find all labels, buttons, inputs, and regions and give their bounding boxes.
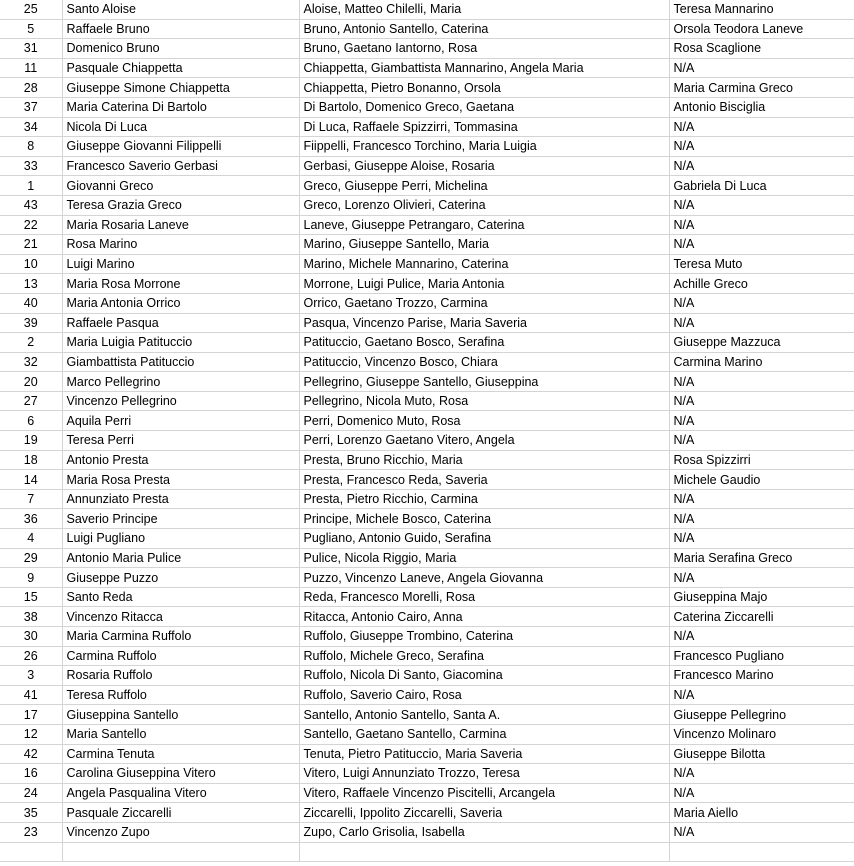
parents-cell[interactable]: Pellegrino, Giuseppe Santello, Giuseppina: [299, 372, 669, 392]
spouse-cell[interactable]: N/A: [669, 372, 854, 392]
parents-cell[interactable]: Ruffolo, Saverio Cairo, Rosa: [299, 685, 669, 705]
id-cell[interactable]: 3: [0, 666, 62, 686]
parents-cell[interactable]: Ruffolo, Michele Greco, Serafina: [299, 646, 669, 666]
parents-cell[interactable]: Chiappetta, Pietro Bonanno, Orsola: [299, 78, 669, 98]
parents-cell[interactable]: Puzzo, Vincenzo Laneve, Angela Giovanna: [299, 568, 669, 588]
id-cell[interactable]: 18: [0, 450, 62, 470]
parents-cell[interactable]: Perri, Lorenzo Gaetano Vitero, Angela: [299, 431, 669, 451]
spouse-cell[interactable]: N/A: [669, 293, 854, 313]
id-cell[interactable]: 12: [0, 724, 62, 744]
id-cell[interactable]: 43: [0, 195, 62, 215]
spouse-cell[interactable]: Francesco Pugliano: [669, 646, 854, 666]
parents-cell[interactable]: Bruno, Gaetano Iantorno, Rosa: [299, 39, 669, 59]
parents-cell[interactable]: Ziccarelli, Ippolito Ziccarelli, Saveria: [299, 803, 669, 823]
id-cell[interactable]: 19: [0, 431, 62, 451]
table-row: [0, 450, 854, 470]
table-row: [0, 97, 854, 117]
name-cell[interactable]: Maria Caterina Di Bartolo: [62, 97, 299, 117]
parents-cell[interactable]: Marino, Giuseppe Santello, Maria: [299, 235, 669, 255]
name-cell[interactable]: Angela Pasqualina Vitero: [62, 783, 299, 803]
id-cell[interactable]: 35: [0, 803, 62, 823]
spouse-cell[interactable]: N/A: [669, 783, 854, 803]
table-row: [0, 411, 854, 431]
name-cell[interactable]: Marco Pellegrino: [62, 372, 299, 392]
name-cell[interactable]: Maria Santello: [62, 724, 299, 744]
spouse-cell[interactable]: Gabriela Di Luca: [669, 176, 854, 196]
id-cell[interactable]: 36: [0, 509, 62, 529]
spouse-cell[interactable]: N/A: [669, 313, 854, 333]
table-row: [0, 764, 854, 784]
table-row: [0, 195, 854, 215]
name-cell[interactable]: Maria Luigia Patituccio: [62, 333, 299, 353]
table-row: [0, 176, 854, 196]
name-cell[interactable]: Giovanni Greco: [62, 176, 299, 196]
name-cell[interactable]: Santo Aloise: [62, 0, 299, 19]
parents-cell[interactable]: Aloise, Matteo Chilelli, Maria: [299, 0, 669, 19]
parents-cell[interactable]: Presta, Bruno Ricchio, Maria: [299, 450, 669, 470]
parents-cell[interactable]: Principe, Michele Bosco, Caterina: [299, 509, 669, 529]
name-cell[interactable]: Vincenzo Pellegrino: [62, 391, 299, 411]
id-cell[interactable]: 28: [0, 78, 62, 98]
spouse-cell[interactable]: Giuseppe Bilotta: [669, 744, 854, 764]
id-cell[interactable]: 15: [0, 587, 62, 607]
parents-cell[interactable]: Vitero, Luigi Annunziato Trozzo, Teresa: [299, 764, 669, 784]
id-cell[interactable]: 34: [0, 117, 62, 137]
name-cell[interactable]: Aquila Perri: [62, 411, 299, 431]
table-row: [0, 235, 854, 255]
parents-cell[interactable]: [299, 842, 669, 862]
spouse-cell[interactable]: N/A: [669, 137, 854, 157]
id-cell[interactable]: 17: [0, 705, 62, 725]
name-cell[interactable]: Maria Antonia Orrico: [62, 293, 299, 313]
name-cell[interactable]: Rosaria Ruffolo: [62, 666, 299, 686]
name-cell[interactable]: Carmina Ruffolo: [62, 646, 299, 666]
spouse-cell[interactable]: N/A: [669, 509, 854, 529]
table-row: [0, 666, 854, 686]
spouse-cell[interactable]: Giuseppe Pellegrino: [669, 705, 854, 725]
spouse-cell[interactable]: N/A: [669, 117, 854, 137]
id-cell[interactable]: 13: [0, 274, 62, 294]
parents-cell[interactable]: Patituccio, Gaetano Bosco, Serafina: [299, 333, 669, 353]
id-cell[interactable]: 16: [0, 764, 62, 784]
id-cell[interactable]: 11: [0, 58, 62, 78]
id-cell[interactable]: 8: [0, 137, 62, 157]
table-row: [0, 254, 854, 274]
id-cell[interactable]: 29: [0, 548, 62, 568]
spouse-cell[interactable]: Michele Gaudio: [669, 470, 854, 490]
name-cell[interactable]: Saverio Principe: [62, 509, 299, 529]
parents-cell[interactable]: Morrone, Luigi Pulice, Maria Antonia: [299, 274, 669, 294]
spouse-cell[interactable]: N/A: [669, 195, 854, 215]
id-cell[interactable]: 33: [0, 156, 62, 176]
table-row: [0, 0, 854, 19]
table-row: [0, 607, 854, 627]
id-cell[interactable]: 9: [0, 568, 62, 588]
table-row: [0, 685, 854, 705]
name-cell[interactable]: Pasquale Ziccarelli: [62, 803, 299, 823]
parents-cell[interactable]: Orrico, Gaetano Trozzo, Carmina: [299, 293, 669, 313]
parents-cell[interactable]: Bruno, Antonio Santello, Caterina: [299, 19, 669, 39]
name-cell[interactable]: Giambattista Patituccio: [62, 352, 299, 372]
table-row: [0, 39, 854, 59]
name-cell[interactable]: Antonio Maria Pulice: [62, 548, 299, 568]
id-cell[interactable]: 22: [0, 215, 62, 235]
table-row: [0, 156, 854, 176]
name-cell[interactable]: Giuseppe Puzzo: [62, 568, 299, 588]
table-row: [0, 215, 854, 235]
parents-cell[interactable]: Perri, Domenico Muto, Rosa: [299, 411, 669, 431]
id-cell[interactable]: 6: [0, 411, 62, 431]
table-row: [0, 587, 854, 607]
table-row: [0, 117, 854, 137]
table-row: [0, 431, 854, 451]
name-cell[interactable]: Luigi Marino: [62, 254, 299, 274]
parents-cell[interactable]: Marino, Michele Mannarino, Caterina: [299, 254, 669, 274]
name-cell[interactable]: Nicola Di Luca: [62, 117, 299, 137]
spouse-cell[interactable]: N/A: [669, 627, 854, 647]
id-cell[interactable]: 25: [0, 0, 62, 19]
name-cell[interactable]: Raffaele Bruno: [62, 19, 299, 39]
spouse-cell[interactable]: Achille Greco: [669, 274, 854, 294]
id-cell[interactable]: 39: [0, 313, 62, 333]
name-cell[interactable]: Carmina Tenuta: [62, 744, 299, 764]
spouse-cell[interactable]: [669, 842, 854, 862]
parents-cell[interactable]: Di Luca, Raffaele Spizzirri, Tommasina: [299, 117, 669, 137]
parents-cell[interactable]: Pugliano, Antonio Guido, Serafina: [299, 529, 669, 549]
table-row: [0, 724, 854, 744]
id-cell[interactable]: [0, 842, 62, 862]
spouse-cell[interactable]: N/A: [669, 215, 854, 235]
table-row: [0, 19, 854, 39]
name-cell[interactable]: Carolina Giuseppina Vitero: [62, 764, 299, 784]
id-cell[interactable]: 2: [0, 333, 62, 353]
parents-cell[interactable]: Ruffolo, Nicola Di Santo, Giacomina: [299, 666, 669, 686]
spouse-cell[interactable]: Maria Serafina Greco: [669, 548, 854, 568]
table-row: [0, 803, 854, 823]
parents-cell[interactable]: Greco, Giuseppe Perri, Michelina: [299, 176, 669, 196]
id-cell[interactable]: 26: [0, 646, 62, 666]
parents-cell[interactable]: Santello, Gaetano Santello, Carmina: [299, 724, 669, 744]
id-cell[interactable]: 37: [0, 97, 62, 117]
spouse-cell[interactable]: Rosa Scaglione: [669, 39, 854, 59]
table-row: [0, 372, 854, 392]
name-cell[interactable]: Maria Carmina Ruffolo: [62, 627, 299, 647]
name-cell[interactable]: [62, 842, 299, 862]
name-cell[interactable]: Giuseppe Simone Chiappetta: [62, 78, 299, 98]
table-row: [0, 509, 854, 529]
spouse-cell[interactable]: N/A: [669, 568, 854, 588]
parents-cell[interactable]: Presta, Francesco Reda, Saveria: [299, 470, 669, 490]
id-cell[interactable]: 7: [0, 489, 62, 509]
spouse-cell[interactable]: N/A: [669, 156, 854, 176]
spouse-cell[interactable]: N/A: [669, 822, 854, 842]
name-cell[interactable]: Maria Rosa Morrone: [62, 274, 299, 294]
table-row: [0, 822, 854, 842]
table-row: [0, 842, 854, 862]
spouse-cell[interactable]: N/A: [669, 411, 854, 431]
name-cell[interactable]: Teresa Grazia Greco: [62, 195, 299, 215]
id-cell[interactable]: 32: [0, 352, 62, 372]
parents-cell[interactable]: Pulice, Nicola Riggio, Maria: [299, 548, 669, 568]
table-row: [0, 783, 854, 803]
id-cell[interactable]: 27: [0, 391, 62, 411]
spouse-cell[interactable]: Maria Aiello: [669, 803, 854, 823]
spouse-cell[interactable]: N/A: [669, 489, 854, 509]
name-cell[interactable]: Maria Rosaria Laneve: [62, 215, 299, 235]
name-cell[interactable]: Santo Reda: [62, 587, 299, 607]
spouse-cell[interactable]: Giuseppina Majo: [669, 587, 854, 607]
parents-cell[interactable]: Fiippelli, Francesco Torchino, Maria Luigia: [299, 137, 669, 157]
table-row: [0, 548, 854, 568]
spouse-cell[interactable]: Antonio Bisciglia: [669, 97, 854, 117]
name-cell[interactable]: Antonio Presta: [62, 450, 299, 470]
id-cell[interactable]: 10: [0, 254, 62, 274]
table-row: [0, 627, 854, 647]
id-cell[interactable]: 30: [0, 627, 62, 647]
name-cell[interactable]: Maria Rosa Presta: [62, 470, 299, 490]
parents-cell[interactable]: Tenuta, Pietro Patituccio, Maria Saveria: [299, 744, 669, 764]
id-cell[interactable]: 23: [0, 822, 62, 842]
spouse-cell[interactable]: N/A: [669, 764, 854, 784]
table-row: [0, 293, 854, 313]
table-row: [0, 352, 854, 372]
table-row: [0, 705, 854, 725]
name-cell[interactable]: Vincenzo Zupo: [62, 822, 299, 842]
spouse-cell[interactable]: Giuseppe Mazzuca: [669, 333, 854, 353]
name-cell[interactable]: Giuseppe Giovanni Filippelli: [62, 137, 299, 157]
spouse-cell[interactable]: Rosa Spizzirri: [669, 450, 854, 470]
table-row: [0, 744, 854, 764]
parents-cell[interactable]: Presta, Pietro Ricchio, Carmina: [299, 489, 669, 509]
parents-cell[interactable]: Vitero, Raffaele Vincenzo Piscitelli, Arcangela: [299, 783, 669, 803]
id-cell[interactable]: 41: [0, 685, 62, 705]
id-cell[interactable]: 24: [0, 783, 62, 803]
name-cell[interactable]: Teresa Ruffolo: [62, 685, 299, 705]
id-cell[interactable]: 20: [0, 372, 62, 392]
table-row: [0, 391, 854, 411]
table-row: [0, 470, 854, 490]
spouse-cell[interactable]: Maria Carmina Greco: [669, 78, 854, 98]
id-cell[interactable]: 21: [0, 235, 62, 255]
name-cell[interactable]: Domenico Bruno: [62, 39, 299, 59]
name-cell[interactable]: Pasquale Chiappetta: [62, 58, 299, 78]
name-cell[interactable]: Francesco Saverio Gerbasi: [62, 156, 299, 176]
table-row: [0, 489, 854, 509]
table-row: [0, 137, 854, 157]
parents-cell[interactable]: Zupo, Carlo Grisolia, Isabella: [299, 822, 669, 842]
id-cell[interactable]: 31: [0, 39, 62, 59]
spouse-cell[interactable]: N/A: [669, 391, 854, 411]
table-row: [0, 313, 854, 333]
spouse-cell[interactable]: Teresa Mannarino: [669, 0, 854, 19]
parents-cell[interactable]: Pellegrino, Nicola Muto, Rosa: [299, 391, 669, 411]
id-cell[interactable]: 38: [0, 607, 62, 627]
id-cell[interactable]: 1: [0, 176, 62, 196]
id-cell[interactable]: 42: [0, 744, 62, 764]
parents-cell[interactable]: Ruffolo, Giuseppe Trombino, Caterina: [299, 627, 669, 647]
table-row: [0, 333, 854, 353]
parents-cell[interactable]: Greco, Lorenzo Olivieri, Caterina: [299, 195, 669, 215]
spouse-cell[interactable]: N/A: [669, 529, 854, 549]
name-cell[interactable]: Annunziato Presta: [62, 489, 299, 509]
parents-cell[interactable]: Laneve, Giuseppe Petrangaro, Caterina: [299, 215, 669, 235]
spouse-cell[interactable]: Francesco Marino: [669, 666, 854, 686]
spouse-cell[interactable]: Caterina Ziccarelli: [669, 607, 854, 627]
id-cell[interactable]: 40: [0, 293, 62, 313]
name-cell[interactable]: Rosa Marino: [62, 235, 299, 255]
table-row: [0, 78, 854, 98]
parents-cell[interactable]: Di Bartolo, Domenico Greco, Gaetana: [299, 97, 669, 117]
table-row: [0, 568, 854, 588]
parents-cell[interactable]: Gerbasi, Giuseppe Aloise, Rosaria: [299, 156, 669, 176]
name-cell[interactable]: Raffaele Pasqua: [62, 313, 299, 333]
spouse-cell[interactable]: N/A: [669, 58, 854, 78]
spouse-cell[interactable]: Orsola Teodora Laneve: [669, 19, 854, 39]
parents-cell[interactable]: Reda, Francesco Morelli, Rosa: [299, 587, 669, 607]
table-row: [0, 58, 854, 78]
parents-cell[interactable]: Chiappetta, Giambattista Mannarino, Angela Maria: [299, 58, 669, 78]
name-cell[interactable]: Luigi Pugliano: [62, 529, 299, 549]
spouse-cell[interactable]: Vincenzo Molinaro: [669, 724, 854, 744]
table-row: [0, 529, 854, 549]
name-cell[interactable]: Giuseppina Santello: [62, 705, 299, 725]
id-cell[interactable]: 14: [0, 470, 62, 490]
spouse-cell[interactable]: N/A: [669, 235, 854, 255]
spouse-cell[interactable]: Teresa Muto: [669, 254, 854, 274]
parents-cell[interactable]: Santello, Antonio Santello, Santa A.: [299, 705, 669, 725]
name-cell[interactable]: Vincenzo Ritacca: [62, 607, 299, 627]
parents-cell[interactable]: Pasqua, Vincenzo Parise, Maria Saveria: [299, 313, 669, 333]
parents-cell[interactable]: Ritacca, Antonio Cairo, Anna: [299, 607, 669, 627]
parents-cell[interactable]: Patituccio, Vincenzo Bosco, Chiara: [299, 352, 669, 372]
id-cell[interactable]: 5: [0, 19, 62, 39]
table-row: [0, 646, 854, 666]
name-cell[interactable]: Teresa Perri: [62, 431, 299, 451]
spouse-cell[interactable]: N/A: [669, 685, 854, 705]
table-row: [0, 274, 854, 294]
spouse-cell[interactable]: N/A: [669, 431, 854, 451]
id-cell[interactable]: 4: [0, 529, 62, 549]
spouse-cell[interactable]: Carmina Marino: [669, 352, 854, 372]
